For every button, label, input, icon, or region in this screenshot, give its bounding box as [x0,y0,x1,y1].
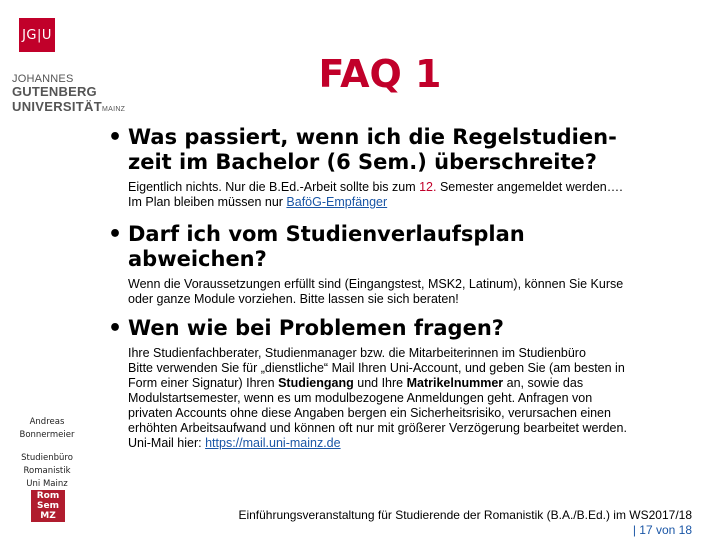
footer-event: Einführungsveranstaltung für Studierende der Romanistik (B.A./B.Ed.) im WS2017/18 [238,508,692,522]
romsem-logo-l2: Sem [37,501,59,511]
answer-3-text-mail: Uni-Mail hier: [128,436,206,450]
contact-org-3: Uni Mainz [26,479,68,489]
answer-3-text-c: an, sowie das [503,376,584,390]
bullet-icon: • [108,222,123,247]
uni-name-prefix: JOHANNES [12,73,74,85]
question-2-line-2: abweichen? [128,247,267,271]
answer-2 [128,277,623,307]
contact-org [12,452,82,491]
page-number: | 17 von 18 [632,523,692,537]
bullet-icon: • [108,316,123,341]
bullet-icon: • [108,125,123,150]
uni-name-gutenberg: GUTENBERG [12,84,97,99]
university-name [12,74,142,113]
contact-last-name: Bonnermeier [19,430,75,440]
question-2 [108,222,668,272]
romsem-logo [31,490,65,522]
answer-1-semester-number: 12. [419,180,437,194]
answer-3-line-4: Modulstartsemester, wenn es um modulbezogene Anmeldungen geht. Anfragen von [128,391,593,405]
question-3 [108,316,668,342]
jgu-logo: JG|U [19,18,55,52]
answer-3 [128,346,627,451]
answer-3-line-2: Bitte verwenden Sie für „dienstliche“ Mail Ihren Uni-Account, und geben Sie (am besten in [128,361,625,375]
uni-mail-link[interactable]: https://mail.uni-mainz.de [205,436,341,450]
answer-2-line-2: oder ganze Module vorziehen. Bitte lassen sie sich beraten! [128,292,459,306]
answer-3-line-1: Ihre Studienfachberater, Studienmanager bzw. die Mitarbeiterinnen im Studienbüro [128,346,586,360]
answer-3-line-5: privaten Accounts ohne diese Angaben bergen ein Sicherheitsrisiko, verursachen einen [128,406,611,420]
contact-name [12,416,82,442]
question-1 [108,125,668,175]
question-1-line-2: zeit im Bachelor (6 Sem.) überschreite? [128,150,597,174]
answer-1-text-a: Eigentlich nichts. Nur die B.Ed.-Arbeit sollte bis zum [128,180,420,194]
answer-1 [128,180,623,210]
answer-3-studiengang: Studiengang [278,376,354,390]
contact-org-1: Studienbüro [21,453,73,463]
romsem-logo-l1: Rom [36,491,60,501]
question-3-line-1: Wen wie bei Problemen fragen? [128,316,504,340]
question-2-line-1: Darf ich vom Studienverlaufsplan [128,222,525,246]
footer [238,508,692,538]
answer-1-text-b: Semester angemeldet werden…. [436,180,623,194]
contact-org-2: Romanistik [23,466,71,476]
answer-3-matrikelnummer: Matrikelnummer [406,376,504,390]
bafoeg-link[interactable]: BaföG-Empfänger [286,195,388,209]
answer-1-text-c: Im Plan bleiben müssen nur [128,195,287,209]
uni-name-universitaet: UNIVERSITÄT [12,99,102,114]
question-1-line-1: Was passiert, wenn ich die Regelstudien- [128,125,617,149]
contact-first-name: Andreas [29,417,65,427]
answer-2-line-1: Wenn die Voraussetzungen erfüllt sind (Eingangstest, MSK2, Latinum), können Sie Kurse [128,277,624,291]
answer-3-text-a: Form einer Signatur) Ihren [128,376,279,390]
uni-name-mainz: MAINZ [101,106,126,113]
page-title: FAQ 1 [318,52,442,96]
romsem-logo-l3: MZ [40,511,56,521]
answer-3-text-mid: und Ihre [353,376,407,390]
answer-3-line-6: erhöhten Arbeitsaufwand und können oft nur mit größerer Verzögerung bearbeitet werden. [128,421,627,435]
